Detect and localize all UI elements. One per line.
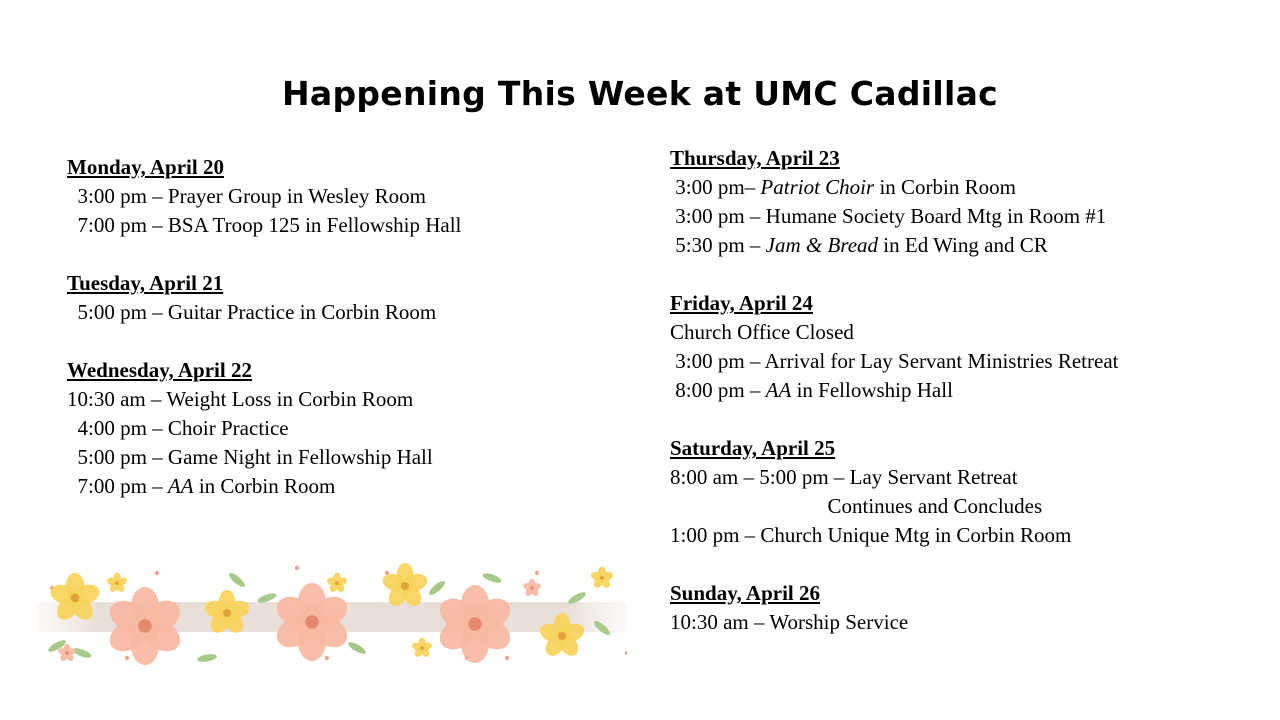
day-heading: Monday, April 20 [67, 155, 224, 179]
schedule-column-right [670, 144, 1270, 666]
day-block [670, 144, 1270, 260]
event-line: 8:00 am – 5:00 pm – Lay Servant Retreat [670, 465, 1018, 489]
event-line: 4:00 pm – Choir Practice [67, 416, 289, 440]
day-heading: Friday, April 24 [670, 291, 813, 315]
day-heading: Saturday, April 25 [670, 436, 836, 460]
day-block [670, 289, 1270, 405]
event-line [670, 173, 1270, 202]
event-line [670, 231, 1270, 260]
event-line: 3:00 pm – Prayer Group in Wesley Room [67, 184, 426, 208]
day-heading: Wednesday, April 22 [67, 358, 252, 382]
event-line: 3:00 pm – Humane Society Board Mtg in Room #1 [670, 204, 1107, 228]
event-time: 5:30 pm – [670, 233, 766, 257]
event-line: 7:00 pm – BSA Troop 125 in Fellowship Hall [67, 213, 462, 237]
event-location: in Corbin Room [193, 474, 336, 498]
event-time: 7:00 pm – [67, 474, 168, 498]
event-name: AA [167, 474, 194, 498]
day-heading: Tuesday, April 21 [67, 271, 224, 295]
event-location: in Ed Wing and CR [878, 233, 1048, 257]
event-line [670, 376, 1270, 405]
day-heading: Sunday, April 26 [670, 581, 820, 605]
day-block [670, 434, 1270, 550]
event-line: Church Office Closed [670, 320, 854, 344]
event-line: 10:30 am – Worship Service [670, 610, 909, 634]
day-block [67, 153, 627, 240]
event-line: 5:00 pm – Game Night in Fellowship Hall [67, 445, 433, 469]
day-block [67, 269, 627, 327]
event-name: AA [765, 378, 792, 402]
event-line: Continues and Concludes [670, 494, 1043, 518]
event-line [67, 472, 627, 501]
event-location: in Corbin Room [874, 175, 1016, 199]
flower-banner-icon [37, 558, 627, 670]
day-block [67, 356, 627, 501]
day-block [670, 579, 1270, 637]
page-title: Happening This Week at UMC Cadillac [281, 74, 999, 113]
event-line: 3:00 pm – Arrival for Lay Servant Ministries Retreat [670, 349, 1119, 373]
event-time: 8:00 pm – [670, 378, 766, 402]
day-heading: Thursday, April 23 [670, 146, 840, 170]
schedule-column-left [67, 153, 627, 530]
event-line: 10:30 am – Weight Loss in Corbin Room [67, 387, 414, 411]
event-location: in Fellowship Hall [791, 378, 953, 402]
event-name: Jam & Bread [765, 233, 879, 257]
event-line: 5:00 pm – Guitar Practice in Corbin Room [67, 300, 437, 324]
event-time: 3:00 pm– [670, 175, 761, 199]
event-name: Patriot Choir [760, 175, 875, 199]
event-line: 1:00 pm – Church Unique Mtg in Corbin Room [670, 523, 1072, 547]
